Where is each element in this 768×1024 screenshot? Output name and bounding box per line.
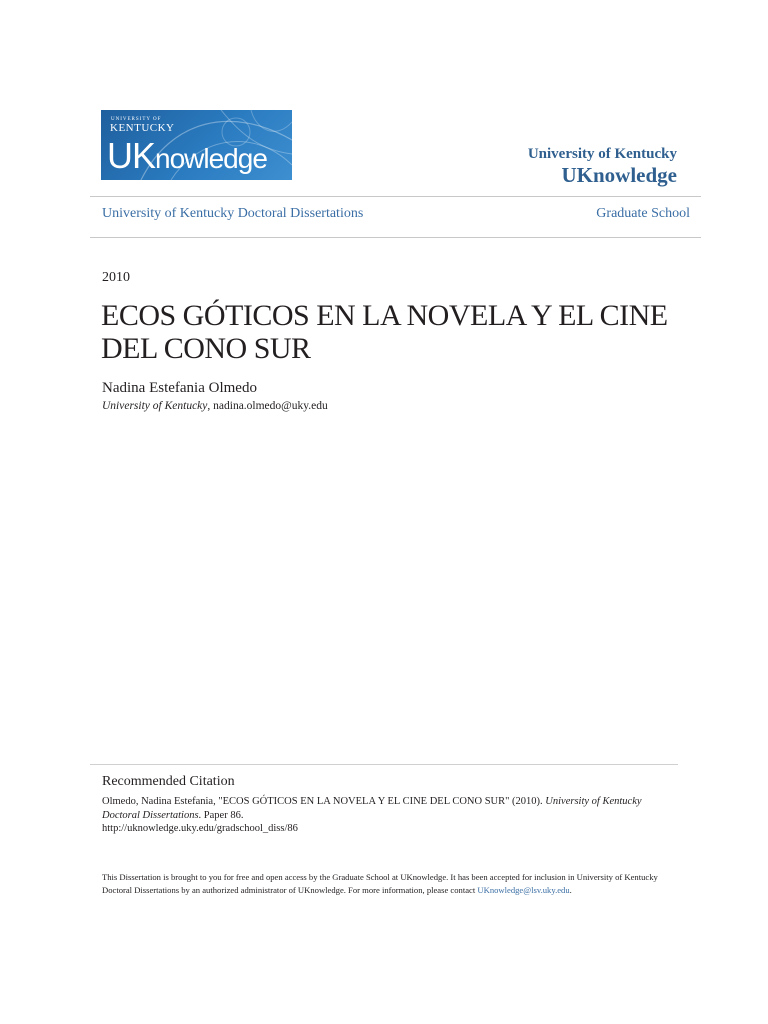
brand-institution[interactable]: University of Kentucky <box>527 146 677 162</box>
uknowledge-logo[interactable] <box>101 110 292 180</box>
school-link[interactable]: Graduate School <box>596 206 690 221</box>
nav-bottom-divider <box>90 237 701 238</box>
citation-url[interactable]: http://uknowledge.uky.edu/gradschool_diss/86 <box>102 823 298 834</box>
notice-end: . <box>569 885 572 895</box>
brand-block <box>528 145 677 187</box>
citation-paper: . Paper 86. <box>198 809 244 821</box>
logo-kentucky: KENTUCKY <box>110 122 175 134</box>
collection-nav <box>102 206 690 222</box>
logo-nowledge: nowledge <box>155 143 267 174</box>
citation-main: Olmedo, Nadina Estefania, "ECOS GÓTICOS EN LA NOVELA Y EL CINE DEL CONO SUR" (2010). <box>102 796 543 807</box>
nav-top-divider <box>90 196 701 197</box>
affiliation-institution: University of Kentucky <box>102 400 208 412</box>
citation-divider <box>90 764 678 765</box>
author-email: nadina.olmedo@uky.edu <box>213 400 328 412</box>
author-name: Nadina Estefania Olmedo <box>102 380 257 396</box>
author-affiliation: University of Kentucky, nadina.olmedo@uky.edu <box>102 400 328 412</box>
collection-link[interactable]: University of Kentucky Doctoral Dissertations <box>102 206 364 221</box>
brand-repository[interactable]: UKnowledge <box>561 163 677 187</box>
logo-uk: UK <box>107 135 156 176</box>
logo-university-of: UNIVERSITY OF <box>111 117 162 122</box>
citation-heading: Recommended Citation <box>102 774 235 789</box>
publication-year: 2010 <box>102 270 130 285</box>
document-title: ECOS GÓTICOS EN LA NOVELA Y EL CINE DEL CONO SUR <box>101 299 668 365</box>
contact-email-link[interactable]: UKnowledge@lsv.uky.edu <box>477 885 570 895</box>
citation-text <box>102 795 662 836</box>
citation-series: University of Kentucky Doctoral Dissertations <box>102 796 642 821</box>
access-notice <box>102 871 672 897</box>
logo-wordmark <box>107 136 267 179</box>
notice-text: This Dissertation is brought to you for free and open access by the Graduate School at UKnowledge. It has been accepted for inclusion in University of Kentucky Doctoral Dissertations by an authorized administrator of UKnowledge. For more information, please contact <box>102 872 658 895</box>
